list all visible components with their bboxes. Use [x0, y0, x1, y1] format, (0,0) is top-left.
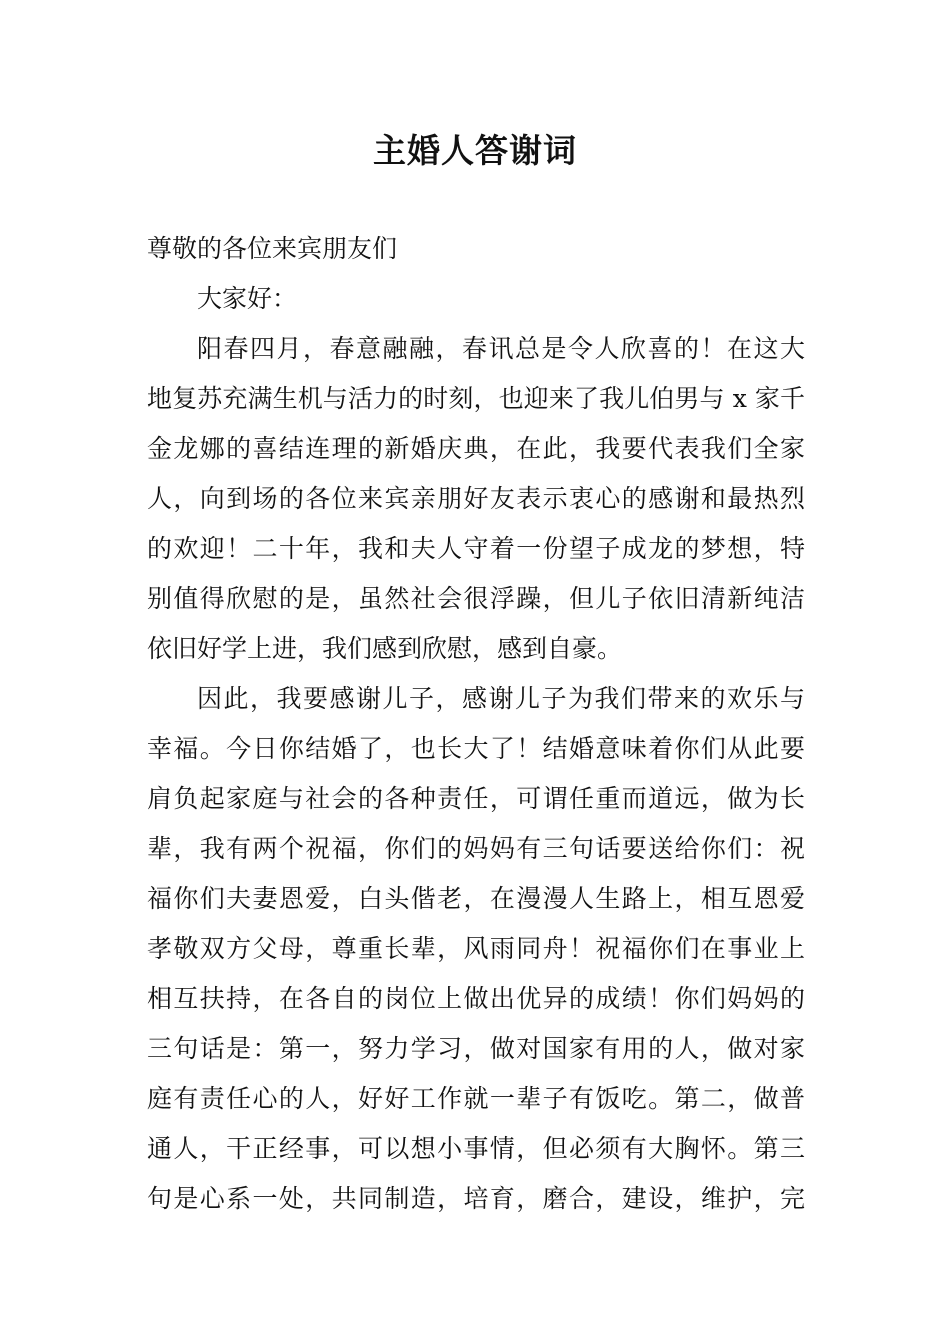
text-line: 的欢迎！二十年，我和夫人守着一份望子成龙的梦想，特 [147, 534, 805, 563]
document-body [147, 224, 805, 1224]
text-line: 地复苏充满生机与活力的时刻，也迎来了我儿伯男与 x 家千 [147, 384, 805, 413]
text-line: 肩负起家庭与社会的各种责任，可谓任重而道远，做为长 [147, 784, 805, 813]
paragraph-1 [147, 324, 805, 674]
greeting: 大家好： [197, 284, 298, 313]
text-line: 通人，干正经事，可以想小事情，但必须有大胸怀。第三 [147, 1134, 805, 1163]
text-line: 孝敬双方父母，尊重长辈，风雨同舟！祝福你们在事业上 [147, 934, 805, 963]
text-line: 辈，我有两个祝福，你们的妈妈有三句话要送给你们：祝 [147, 834, 805, 863]
text-line: 福你们夫妻恩爱，白头偕老，在漫漫人生路上，相互恩爱 [147, 884, 805, 913]
text-line: 金龙娜的喜结连理的新婚庆典，在此，我要代表我们全家 [147, 434, 805, 463]
text-line: 别值得欣慰的是，虽然社会很浮躁，但儿子依旧清新纯洁 [147, 584, 805, 613]
paragraph-2 [147, 674, 805, 1224]
text-line: 阳春四月，春意融融，春讯总是令人欣喜的！在这大 [197, 334, 805, 363]
text-line: 三句话是：第一，努力学习，做对国家有用的人，做对家 [147, 1034, 805, 1063]
salutation: 尊敬的各位来宾朋友们 [147, 234, 398, 263]
text-line: 依旧好学上进，我们感到欣慰，感到自豪。 [147, 634, 623, 663]
text-line: 相互扶持，在各自的岗位上做出优异的成绩！你们妈妈的 [147, 984, 805, 1013]
text-line: 句是心系一处，共同制造，培育，磨合，建设，维护，完 [147, 1184, 805, 1213]
text-line: 人，向到场的各位来宾亲朋好友表示衷心的感谢和最热烈 [147, 484, 805, 513]
text-line: 庭有责任心的人，好好工作就一辈子有饭吃。第二，做普 [147, 1084, 805, 1113]
text-line: 因此，我要感谢儿子，感谢儿子为我们带来的欢乐与 [197, 684, 805, 713]
text-line: 幸福。今日你结婚了，也长大了！结婚意味着你们从此要 [147, 734, 805, 763]
document-title: 主婚人答谢词 [373, 131, 577, 170]
